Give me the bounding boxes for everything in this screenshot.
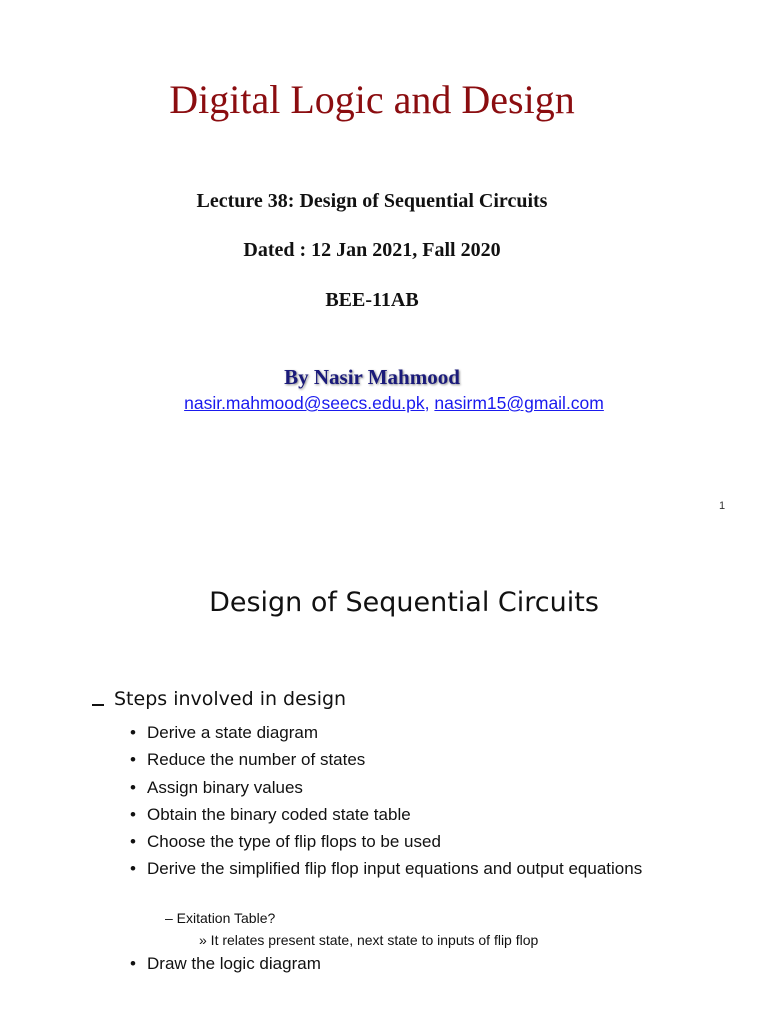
author-emails: [0, 391, 768, 415]
list-item-text: Derive a state diagram: [147, 723, 319, 742]
page-number: 1: [719, 500, 726, 512]
list-item-text: Obtain the binary coded state table: [147, 804, 411, 824]
list-item-text: Derive the simplified flip flop input equations and output equations: [147, 859, 643, 879]
bullet-icon: •: [130, 777, 136, 797]
steps-heading: [92, 686, 346, 712]
list-item-last: [130, 953, 321, 975]
bullet-icon: •: [130, 954, 136, 973]
list-item: [130, 777, 650, 799]
slide-title: Digital Logic and Design: [169, 77, 575, 122]
bullet-icon: •: [130, 832, 136, 852]
bullet-icon: •: [130, 804, 136, 824]
sub-item-exitation: – Exitation Table?: [165, 910, 276, 926]
lecture-date: Dated : 12 Jan 2021, Fall 2020: [243, 239, 501, 261]
email-link-gmail[interactable]: nasirm15@gmail.com: [434, 393, 604, 413]
list-item-text: Choose the type of flip flops to be used: [147, 832, 441, 852]
list-item-text: Reduce the number of states: [147, 750, 366, 770]
bullet-icon: •: [130, 723, 136, 742]
lecture-title: Lecture 38: Design of Sequential Circuits: [196, 190, 548, 212]
sub-sub-item-relates: » It relates present state, next state to inputs of flip flop: [199, 932, 539, 948]
list-item: [130, 831, 650, 853]
dash-icon: [92, 704, 104, 706]
bullet-icon: •: [130, 859, 136, 879]
course-code: BEE-11AB: [325, 289, 419, 311]
list-item: [130, 804, 650, 826]
email-link-seecs[interactable]: nasir.mahmood@seecs.edu.pk: [184, 393, 425, 413]
slide-title: Design of Sequential Circuits: [209, 587, 599, 618]
author-name: By Nasir Mahmood: [284, 365, 460, 389]
list-item-text: Draw the logic diagram: [147, 954, 321, 973]
content-slide: [0, 548, 768, 1024]
list-item: [130, 722, 650, 744]
bullet-icon: •: [130, 750, 136, 770]
steps-heading-text: Steps involved in design: [114, 688, 347, 710]
list-item-text: Assign binary values: [147, 777, 303, 797]
email-separator: ,: [424, 393, 430, 413]
steps-list: [130, 722, 650, 886]
list-item: [130, 749, 650, 771]
list-item: [130, 858, 650, 880]
